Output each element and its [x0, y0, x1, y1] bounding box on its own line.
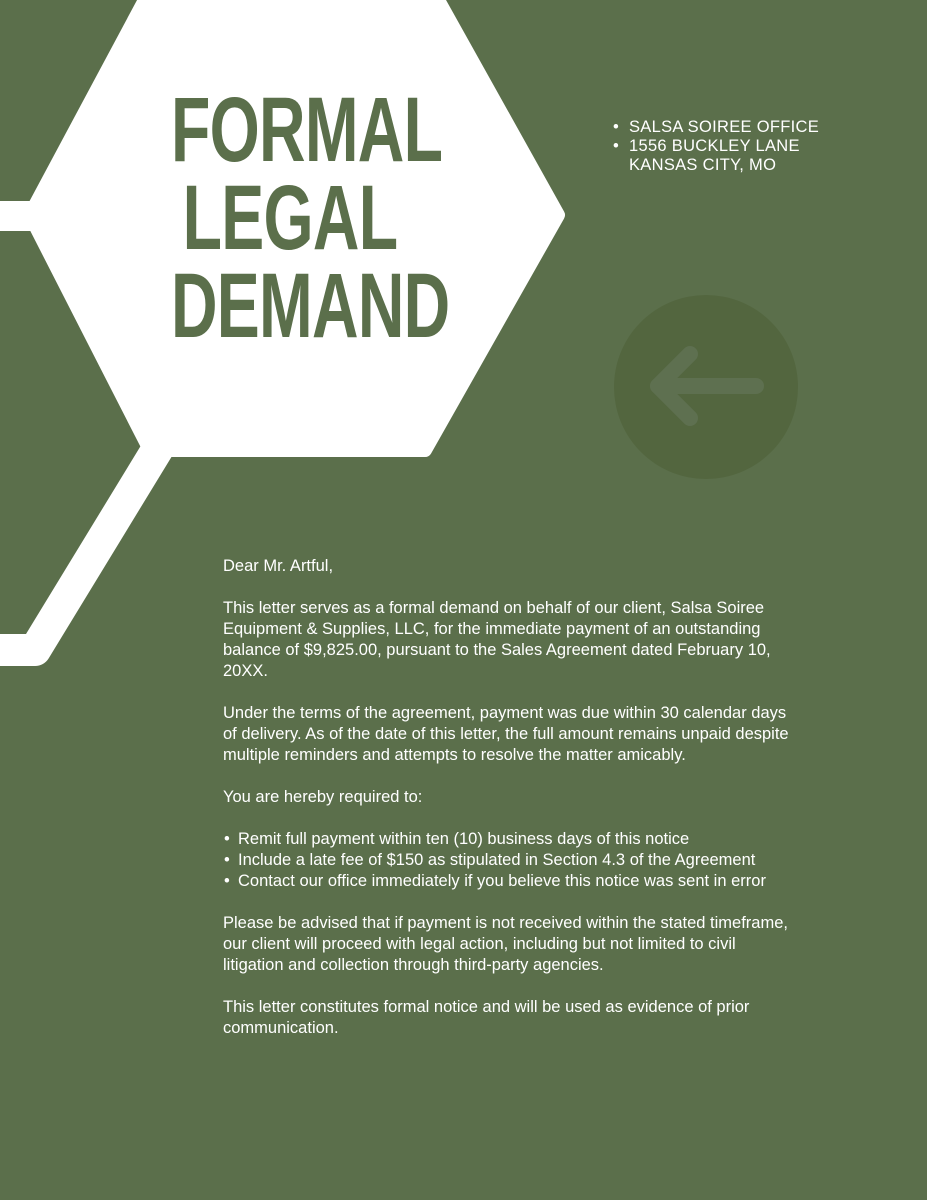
paragraph: Under the terms of the agreement, payment was due within 30 calendar days of delivery. As of the date of this letter, the full amount remains unpaid despite multiple reminders and attempts to resolve the matter amicably. [223, 704, 789, 764]
address-line: • 1556 BUCKLEY LANE [629, 137, 819, 156]
requirements-intro: You are hereby required to: [223, 788, 423, 806]
title-line: FORMAL [171, 79, 443, 181]
title-line: LEGAL [182, 167, 398, 269]
page-title [171, 79, 450, 357]
address-line: • SALSA SOIREE OFFICE [629, 118, 819, 137]
paragraph: This letter serves as a formal demand on behalf of our client, Salsa Soiree Equipment & Supplies, LLC, for the immediate payment of an outstanding balance of $9,825.00, pursuant to the Sales Agreement dated February 10, 20XX. [223, 599, 771, 680]
list-item: • Remit full payment within ten (10) business days of this notice [238, 829, 793, 850]
paragraph: Please be advised that if payment is not received within the stated timeframe, our client will proceed with legal action, including but not limited to civil litigation and collection through third-party agencies. [223, 914, 788, 974]
requirements-list [223, 829, 793, 892]
connector-bar [0, 201, 40, 231]
list-item: • Include a late fee of $150 as stipulated in Section 4.3 of the Agreement [238, 850, 793, 871]
paragraph: This letter constitutes formal notice and will be used as evidence of prior communication. [223, 998, 750, 1037]
office-address [612, 118, 819, 175]
letter-body [223, 556, 793, 1060]
salutation: Dear Mr. Artful, [223, 557, 334, 575]
connector-line [0, 445, 160, 650]
list-item: • Contact our office immediately if you believe this notice was sent in error [238, 871, 793, 892]
address-line: KANSAS CITY, MO [629, 156, 777, 174]
title-line: DEMAND [171, 255, 450, 357]
